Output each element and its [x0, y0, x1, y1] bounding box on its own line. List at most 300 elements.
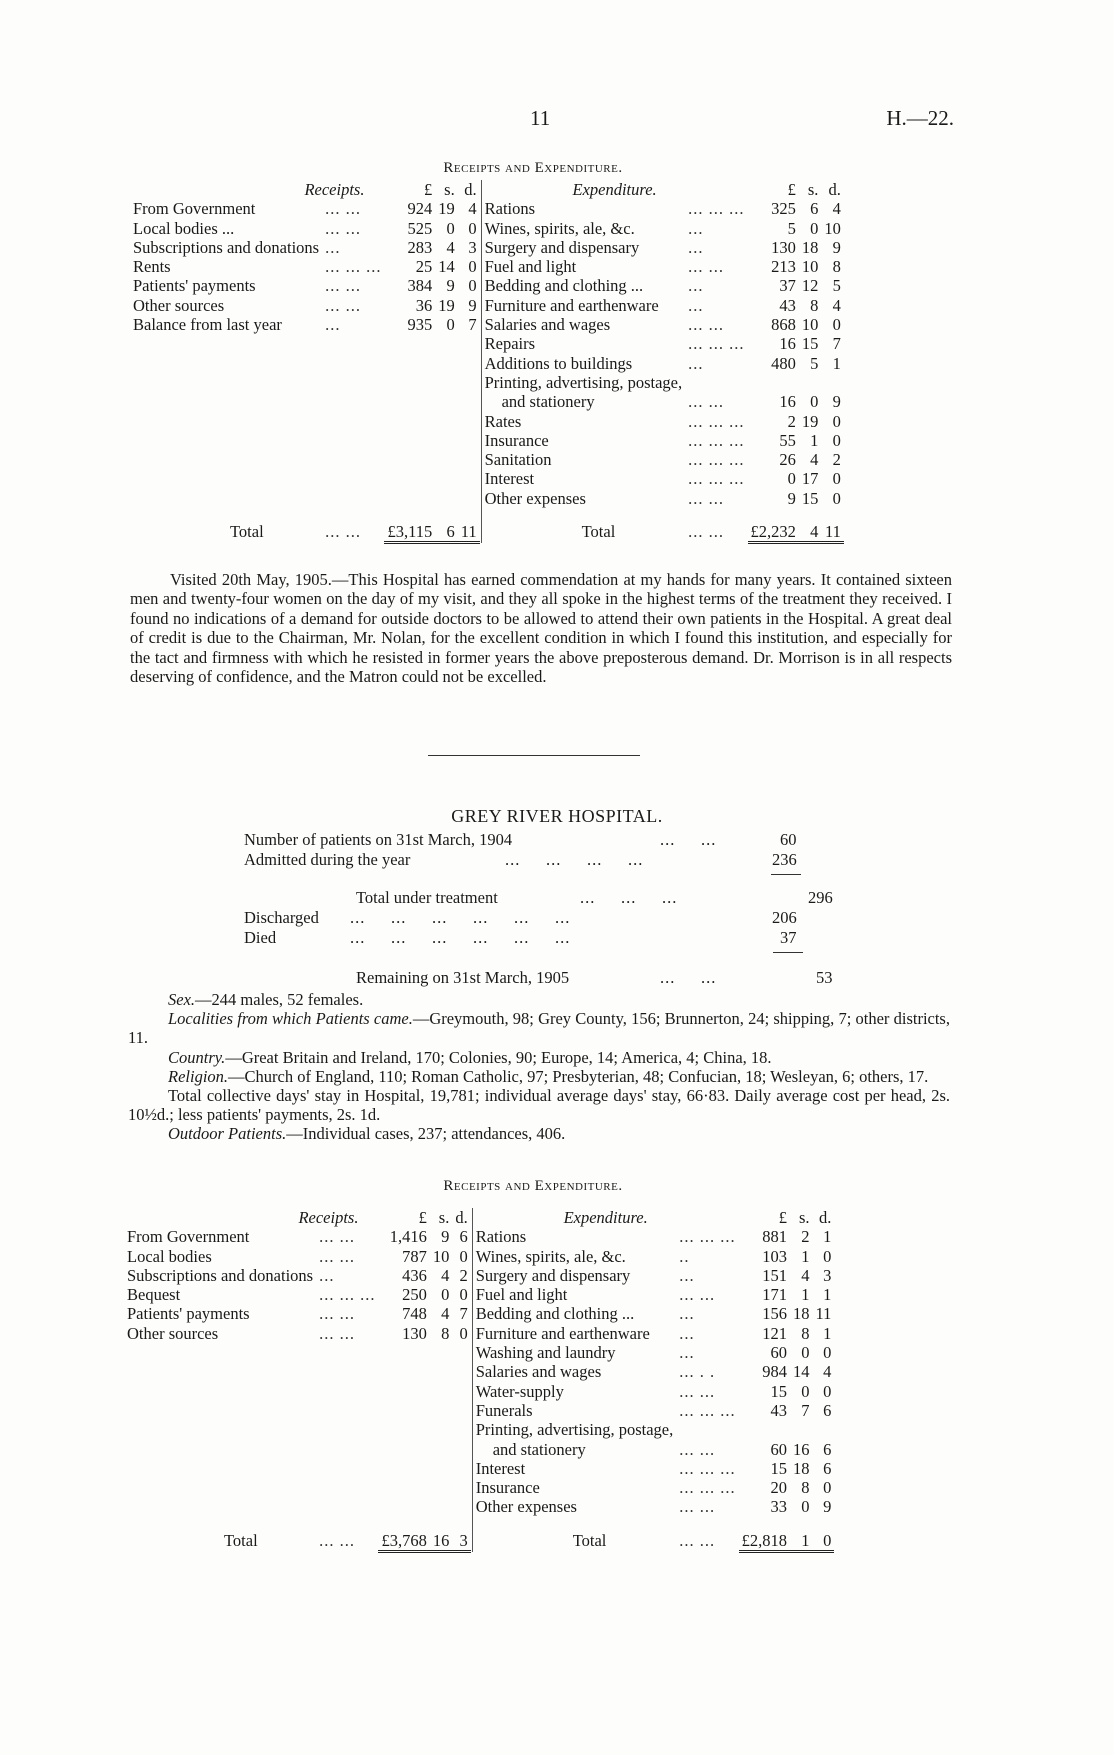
dots: ... ... ... ... ... ...: [350, 908, 571, 927]
expenditure-pence: 2: [832, 450, 841, 470]
empty-cell: [435, 508, 458, 522]
admitted-label: Admitted during the year: [244, 850, 411, 869]
expenditure-shillings: 7: [801, 1400, 810, 1420]
empty-cell: [452, 1497, 470, 1516]
receipts-heading: Receipts.: [298, 1208, 359, 1227]
religion-text: —Church of England, 110; Roman Catholic, 97; Presbyterian, 48; Confucian, 18; Wesleyan, 6; others, 17.: [228, 1066, 929, 1086]
receipt-shillings: 9: [441, 1227, 450, 1247]
country-line: [128, 1048, 950, 1067]
receipt-label: Bequest: [127, 1285, 181, 1305]
expenditure-pounds: 151: [762, 1265, 787, 1285]
expenditure-total-label: Total: [572, 1530, 607, 1550]
empty-cell: [130, 373, 322, 392]
expenditure-pounds: 20: [770, 1478, 787, 1498]
empty-cell: [739, 1517, 790, 1531]
expenditure-pence: [821, 373, 844, 392]
empty-cell: [384, 431, 435, 450]
page-number: 11: [530, 106, 551, 130]
empty-cell: [481, 508, 685, 522]
expenditure-label: Bedding and clothing ...: [484, 276, 644, 296]
expenditure-pounds: 16: [779, 392, 796, 412]
empty-cell: [130, 412, 322, 431]
receipt-shillings: 0: [446, 218, 455, 238]
expenditure-pence: 3: [823, 1265, 832, 1285]
grey-river-details: [128, 990, 950, 1144]
table-row: [124, 1362, 834, 1381]
empty-cell: [821, 508, 844, 522]
expenditure-pounds: 130: [771, 237, 796, 257]
expenditure-shillings: 2: [801, 1227, 810, 1247]
grey-river-title: GREY RIVER HOSPITAL.: [451, 806, 663, 826]
receipt-dots: ... ...: [325, 295, 361, 315]
expenditure-dots: [676, 1420, 738, 1439]
empty-cell: [384, 334, 435, 353]
table-row: [124, 1247, 834, 1266]
pounds-col-header: £: [418, 1208, 427, 1227]
sum-rule: [773, 952, 803, 953]
dots: ... ... ... ...: [505, 850, 644, 869]
expenditure-dots: ...: [679, 1265, 695, 1285]
table-row: [124, 1285, 834, 1304]
empty-cell: [322, 412, 384, 431]
expenditure-dots: ... ... ...: [688, 430, 745, 450]
receipt-label: Local bodies ...: [133, 218, 235, 238]
empty-cell: [435, 373, 458, 392]
receipt-pence: 2: [459, 1265, 468, 1285]
receipt-shillings: 4: [441, 1304, 450, 1324]
dots: ... ...: [660, 830, 717, 849]
expenditure-pence: 1: [823, 1323, 832, 1343]
expenditure-shillings: 4: [810, 450, 819, 470]
expenditure-pence: 0: [823, 1343, 832, 1363]
empty-cell: [458, 412, 480, 431]
expenditure-pounds: 480: [771, 353, 796, 373]
empty-cell: [458, 450, 480, 469]
empty-cell: [378, 1420, 429, 1439]
localities-text: —Greymouth, 98; Grey County, 156; Brunnerton, 24; shipping, 7; other districts, 11.: [128, 1009, 950, 1048]
expenditure-dots: ... ...: [679, 1439, 716, 1459]
receipt-pence: 0: [468, 276, 477, 296]
receipt-dots: ... ...: [325, 218, 361, 238]
expenditure-shillings: 18: [801, 237, 819, 257]
receipt-dots: ...: [325, 315, 341, 335]
empty-cell: [452, 1420, 470, 1439]
report-paragraph-text: Visited 20th May, 1905.—This Hospital has earned commendation at my hands for many years. It contained sixteen men and twenty-four women on the day of my visit, and they all spoke in the highest terms of the treatment they received. I found no indications of a demand for outside doctors to be allowed to attend their own patients in the Hospital. A great deal of credit is due to the Chairman, Mr. Nolan, for the excellent condition in which I found this institution, and especially for the tact and firmness with which he resisted in former years the above preposterous demand. Dr. Morrison is in all respects deserving of confidence, and the Matron could not be excelled.: [130, 570, 952, 687]
expenditure-pence: 1: [823, 1285, 832, 1305]
empty-cell: [322, 508, 384, 522]
empty-cell: [458, 489, 480, 508]
table-row: [130, 373, 844, 392]
religion-label: Religion.: [168, 1066, 229, 1086]
table-row: [124, 1420, 834, 1439]
expenditure-pence: 9: [832, 392, 841, 412]
empty-cell: [130, 431, 322, 450]
empty-cell: [130, 392, 322, 411]
patients-1904-value: 60: [780, 830, 797, 849]
pounds-col-header: £: [787, 180, 796, 199]
expenditure-pounds: 37: [779, 276, 796, 296]
receipt-pence: 0: [468, 218, 477, 238]
header-row: [130, 180, 844, 199]
empty-cell: [430, 1401, 453, 1420]
expenditure-pounds: 121: [762, 1323, 787, 1343]
receipt-pence: 0: [459, 1285, 468, 1305]
section2-caption: Receipts and Expenditure.: [443, 1178, 623, 1194]
empty-cell: [458, 508, 480, 522]
empty-cell: [452, 1459, 470, 1478]
empty-cell: [458, 334, 480, 353]
receipts-total-pence: 11: [458, 522, 480, 543]
total-row: [130, 522, 844, 543]
expenditure-label: Surgery and dispensary: [484, 237, 640, 257]
expenditure-label: Sanitation: [484, 450, 552, 470]
table-row: [124, 1382, 834, 1401]
expenditure-heading: Expenditure.: [563, 1208, 648, 1227]
expenditure-pounds: 16: [779, 334, 796, 354]
expenditure-dots: ... ... ...: [688, 199, 745, 219]
expenditure-dots: ... ...: [688, 392, 725, 412]
expenditure-shillings: 19: [801, 411, 819, 431]
receipt-dots: ... ... ...: [325, 257, 382, 277]
empty-cell: [316, 1459, 378, 1478]
empty-cell: [384, 489, 435, 508]
expenditure-pounds: 171: [762, 1285, 787, 1305]
section-divider: [428, 755, 640, 756]
empty-cell: [316, 1478, 378, 1497]
receipts-total-label: Total: [224, 1530, 258, 1550]
expenditure-shillings: 4: [801, 1265, 810, 1285]
expenditure-total-label: Total: [581, 522, 616, 542]
expenditure-pounds: 0: [787, 469, 796, 489]
expenditure-pounds: 26: [779, 450, 796, 470]
expenditure-label: Funerals: [475, 1400, 533, 1420]
empty-cell: [430, 1440, 453, 1459]
empty-cell: [322, 431, 384, 450]
receipt-dots: ... ...: [319, 1227, 355, 1247]
table-row: [130, 219, 844, 238]
expenditure-pounds: 15: [770, 1458, 787, 1478]
expenditure-label: and stationery: [501, 392, 595, 412]
empty-cell: [384, 392, 435, 411]
discharged-value: 206: [772, 908, 797, 927]
receipt-shillings: 10: [432, 1246, 450, 1266]
receipts-total-label: Total: [230, 522, 264, 542]
expenditure-pence: 5: [832, 276, 841, 296]
expenditure-shillings: 10: [801, 315, 819, 335]
table-row: [124, 1440, 834, 1459]
receipt-label: Other sources: [127, 1323, 219, 1343]
empty-cell: [676, 1517, 738, 1531]
expenditure-shillings: 5: [810, 353, 819, 373]
expenditure-label: Washing and laundry: [475, 1343, 616, 1363]
expenditure-pounds: 325: [771, 199, 796, 219]
receipt-shillings: 19: [438, 199, 455, 219]
expenditure-label: Wines, spirits, ale, &c.: [475, 1246, 626, 1266]
expenditure-shillings: 8: [801, 1323, 810, 1343]
receipt-label: From Government: [127, 1227, 250, 1247]
table-row: [130, 238, 844, 257]
empty-cell: [748, 508, 799, 522]
empty-cell: [130, 450, 322, 469]
total-dots: ... ...: [679, 1530, 716, 1550]
empty-cell: [130, 489, 322, 508]
expenditure-dots: ...: [688, 276, 704, 296]
receipt-dots: ... ...: [325, 276, 361, 296]
spacer-row: [130, 508, 844, 522]
receipt-dots: ... ...: [319, 1323, 355, 1343]
country-text: —Great Britain and Ireland, 170; Colonies, 90; Europe, 14; America, 4; China, 18.: [225, 1047, 772, 1067]
country-label: Country.: [168, 1047, 226, 1067]
receipts-total-shillings: 16: [430, 1531, 453, 1552]
expenditure-label: Printing, advertising, postage,: [484, 372, 683, 392]
pence-col-header: d.: [464, 180, 477, 199]
expenditure-dots: ... ... ...: [679, 1478, 736, 1498]
expenditure-label: Salaries and wages: [475, 1362, 602, 1382]
receipt-dots: ... ...: [325, 199, 361, 219]
empty-cell: [130, 469, 322, 488]
sex-label: Sex.: [168, 990, 196, 1009]
empty-cell: [322, 373, 384, 392]
table-row: [130, 276, 844, 295]
empty-cell: [124, 1420, 316, 1439]
expenditure-label: Rations: [475, 1227, 527, 1247]
remaining-value: 53: [816, 968, 833, 987]
expenditure-total-shillings: 4: [799, 522, 822, 543]
expenditure-shillings: 8: [801, 1478, 810, 1498]
expenditure-pounds: 33: [770, 1497, 787, 1517]
receipt-dots: ...: [325, 237, 341, 257]
empty-cell: [378, 1478, 429, 1497]
expenditure-dots: ... ... ...: [679, 1458, 736, 1478]
expenditure-shillings: 6: [810, 199, 819, 219]
table-row: [124, 1266, 834, 1285]
expenditure-shillings: 0: [801, 1381, 810, 1401]
receipt-pounds: 525: [407, 218, 433, 238]
empty-cell: [378, 1362, 429, 1381]
empty-cell: [452, 1382, 470, 1401]
empty-cell: [124, 1440, 316, 1459]
expenditure-shillings: 12: [801, 276, 819, 296]
empty-cell: [430, 1497, 453, 1516]
empty-cell: [322, 334, 384, 353]
empty-cell: [378, 1459, 429, 1478]
table-row: [130, 296, 844, 315]
table-row: [124, 1459, 834, 1478]
outdoor-text: —Individual cases, 237; attendances, 406.: [286, 1124, 566, 1144]
shillings-col-header: s.: [807, 180, 819, 199]
expenditure-shillings: 15: [801, 334, 819, 354]
expenditure-label: Insurance: [484, 430, 549, 450]
expenditure-dots: ... ...: [688, 488, 725, 508]
receipts-heading: Receipts.: [304, 180, 365, 199]
sum-rule: [771, 874, 801, 875]
expenditure-pence: 6: [823, 1439, 832, 1459]
table-row: [124, 1227, 834, 1246]
empty-cell: [124, 1401, 316, 1420]
discharged-label: Discharged: [244, 908, 319, 927]
receipt-pounds: 384: [407, 276, 433, 296]
empty-cell: [430, 1517, 453, 1531]
expenditure-pounds: 2: [787, 411, 796, 431]
empty-cell: [430, 1382, 453, 1401]
expenditure-shillings: 16: [792, 1439, 810, 1459]
receipt-pounds: 25: [415, 257, 433, 277]
receipts-total-pounds: £3,768: [378, 1531, 429, 1552]
expenditure-label: Wines, spirits, ale, &c.: [484, 218, 635, 238]
empty-cell: [435, 489, 458, 508]
expenditure-dots: ... ... ...: [679, 1227, 736, 1247]
expenditure-pence: 0: [832, 411, 841, 431]
receipt-shillings: 4: [446, 237, 455, 257]
localities-line: [128, 1009, 950, 1047]
expenditure-label: Other expenses: [484, 488, 586, 508]
expenditure-dots: ...: [679, 1323, 695, 1343]
receipt-pence: 3: [468, 237, 477, 257]
expenditure-dots: ...: [688, 353, 704, 373]
expenditure-label: Insurance: [475, 1478, 540, 1498]
receipt-pounds: 283: [407, 237, 433, 257]
table-row: [124, 1304, 834, 1323]
receipt-shillings: 14: [438, 257, 455, 277]
expenditure-pence: 6: [823, 1400, 832, 1420]
admitted-value: 236: [772, 850, 797, 869]
receipt-label: Rents: [133, 257, 171, 277]
empty-cell: [378, 1497, 429, 1516]
expenditure-pence: 4: [823, 1362, 832, 1382]
receipt-pounds: 748: [402, 1304, 427, 1324]
expenditure-label: Water-supply: [475, 1381, 564, 1401]
header-row: [124, 1208, 834, 1227]
religion-line: [128, 1067, 950, 1086]
expenditure-pounds: 60: [770, 1343, 787, 1363]
receipt-pounds: 130: [402, 1323, 427, 1343]
expenditure-heading: Expenditure.: [572, 180, 657, 199]
expenditure-pence: 4: [832, 199, 841, 219]
empty-cell: [378, 1382, 429, 1401]
expenditure-label: Furniture and earthenware: [484, 295, 659, 315]
empty-cell: [452, 1478, 470, 1497]
receipt-pence: 6: [459, 1227, 468, 1247]
expenditure-pounds: 55: [779, 430, 796, 450]
expenditure-pounds: [748, 373, 799, 392]
table-row: [130, 334, 844, 353]
table-row: [124, 1343, 834, 1362]
empty-cell: [790, 1517, 813, 1531]
expenditure-shillings: 17: [801, 469, 819, 489]
receipt-shillings: 19: [438, 295, 455, 315]
empty-cell: [452, 1440, 470, 1459]
table-row: [130, 412, 844, 431]
total-row: [124, 1531, 834, 1552]
receipt-dots: ... ...: [319, 1246, 355, 1266]
expenditure-shillings: 10: [801, 257, 819, 277]
empty-cell: [322, 489, 384, 508]
expenditure-pounds: 5: [787, 218, 796, 238]
empty-cell: [124, 1497, 316, 1516]
pence-col-header: d.: [455, 1208, 468, 1227]
expenditure-pounds: 868: [771, 315, 796, 335]
expenditure-pence: 0: [823, 1246, 832, 1266]
expenditure-dots: ...: [688, 295, 704, 315]
expenditure-shillings: 14: [792, 1362, 810, 1382]
empty-cell: [130, 508, 322, 522]
expenditure-shillings: 1: [801, 1246, 810, 1266]
expenditure-dots: ... ... ...: [679, 1400, 736, 1420]
expenditure-dots: [685, 373, 747, 392]
receipt-pounds: 924: [407, 199, 433, 219]
empty-cell: [685, 508, 747, 522]
empty-cell: [130, 334, 322, 353]
expenditure-pence: 11: [815, 1304, 832, 1324]
receipt-pence: 9: [468, 295, 477, 315]
table-row: [130, 354, 844, 373]
empty-cell: [435, 450, 458, 469]
expenditure-pounds: 156: [762, 1304, 787, 1324]
empty-cell: [384, 354, 435, 373]
receipt-pence: 7: [459, 1304, 468, 1324]
expenditure-label: Rations: [484, 199, 536, 219]
receipt-label: Subscriptions and donations: [133, 237, 320, 257]
expenditure-pounds: 60: [770, 1439, 787, 1459]
total-dots: ... ...: [325, 522, 361, 542]
expenditure-label: Surgery and dispensary: [475, 1265, 631, 1285]
expenditure-dots: ... ...: [679, 1497, 716, 1517]
expenditure-label: Fuel and light: [484, 257, 577, 277]
receipt-pounds: 787: [402, 1246, 427, 1266]
expenditure-pence: 4: [832, 295, 841, 315]
expenditure-pence: 0: [823, 1478, 832, 1498]
expenditure-label: Interest: [484, 469, 535, 489]
empty-cell: [124, 1362, 316, 1381]
empty-cell: [322, 392, 384, 411]
expenditure-dots: ... ...: [688, 315, 725, 335]
empty-cell: [124, 1382, 316, 1401]
expenditure-pence: 0: [823, 1381, 832, 1401]
empty-cell: [452, 1517, 470, 1531]
table-row: [124, 1478, 834, 1497]
table-row: [130, 431, 844, 450]
empty-cell: [435, 392, 458, 411]
empty-cell: [430, 1459, 453, 1478]
receipt-dots: ...: [319, 1265, 335, 1285]
expenditure-pence: 8: [832, 257, 841, 277]
patient-statistics: [0, 830, 1114, 990]
expenditure-pence: 9: [823, 1497, 832, 1517]
expenditure-label: Repairs: [484, 334, 536, 354]
table-row: [130, 489, 844, 508]
receipt-pounds: 250: [402, 1285, 427, 1305]
total-dots: ... ...: [688, 522, 725, 542]
empty-cell: [384, 450, 435, 469]
dots: ... ... ... ... ... ...: [350, 928, 571, 947]
section1-receipts-expenditure-table: [130, 180, 844, 544]
empty-cell: [472, 1517, 676, 1531]
expenditure-dots: ...: [688, 237, 704, 257]
shillings-col-header: s.: [798, 1208, 810, 1227]
expenditure-label: Salaries and wages: [484, 315, 611, 335]
receipt-dots: ... ... ...: [319, 1285, 376, 1305]
expenditure-shillings: 0: [801, 1343, 810, 1363]
page-reference: H.—22.: [886, 106, 954, 130]
empty-cell: [316, 1362, 378, 1381]
empty-cell: [124, 1459, 316, 1478]
receipt-pence: 7: [468, 315, 477, 335]
remaining-label: Remaining on 31st March, 1905: [356, 968, 570, 987]
receipt-pounds: 935: [407, 315, 433, 335]
empty-cell: [435, 354, 458, 373]
empty-cell: [435, 334, 458, 353]
pounds-col-header: £: [423, 180, 433, 199]
